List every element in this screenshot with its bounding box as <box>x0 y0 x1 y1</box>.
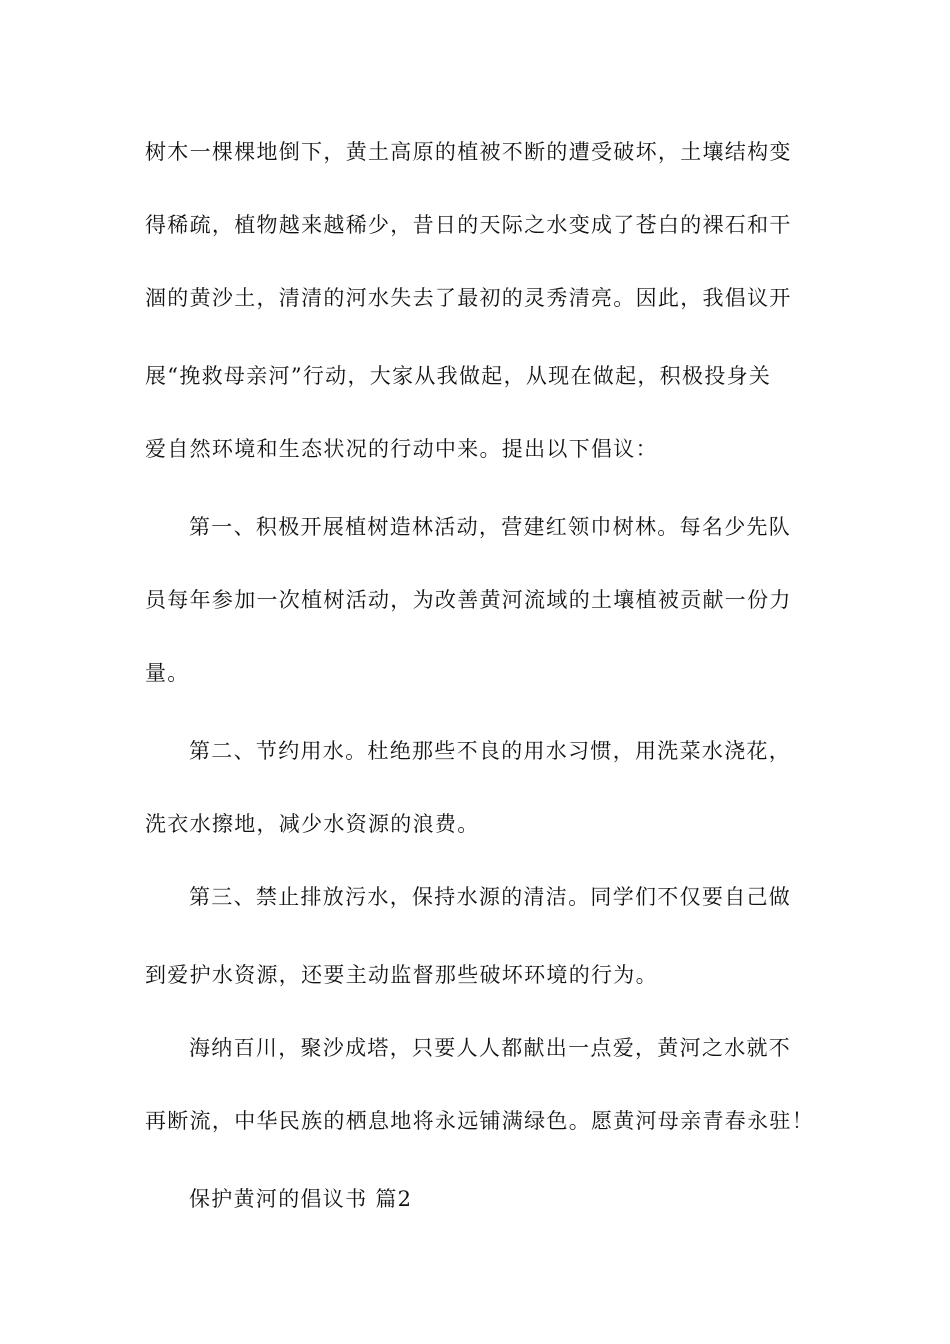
text-line: 量。 <box>145 661 190 685</box>
text-line: 树木一棵棵地倒下，黄土高原的植被不断的遭受破坏，土壤结构变 <box>145 140 792 164</box>
paragraph-first-line: 第三、禁止排放污水，保持水源的清洁。同学们不仅要自己做 <box>189 885 792 909</box>
text-line: 洗衣水擦地，减少水资源的浪费。 <box>145 812 480 836</box>
text-line: 到爱护水资源，还要主动监督那些破坏环境的行为。 <box>145 963 658 987</box>
text-line: 再断流，中华民族的栖息地将永远铺满绿色。愿黄河母亲青春永驻！ <box>145 1109 814 1133</box>
text-line: 爱自然环境和生态状况的行动中来。提出以下倡议： <box>145 437 658 461</box>
section-heading: 保护黄河的倡议书 篇2 <box>189 1187 413 1211</box>
text-line: 得稀疏，植物越来越稀少，昔日的天际之水变成了苍白的裸石和干 <box>145 213 792 237</box>
paragraph-first-line: 第二、节约用水。杜绝那些不良的用水习惯，用洗菜水浇花， <box>189 739 792 763</box>
text-line: 涸的黄沙土，清清的河水失去了最初的灵秀清亮。因此，我倡议开 <box>145 286 792 310</box>
paragraph-first-line: 海纳百川，聚沙成塔，只要人人都献出一点爱，黄河之水就不 <box>189 1036 792 1060</box>
paragraph-first-line: 第一、积极开展植树造林活动，营建红领巾树林。每名少先队 <box>189 515 792 539</box>
text-line: 展“挽救母亲河”行动，大家从我做起，从现在做起，积极投身关 <box>145 364 772 388</box>
text-line: 员每年参加一次植树活动，为改善黄河流域的土壤植被贡献一份力 <box>145 588 792 612</box>
